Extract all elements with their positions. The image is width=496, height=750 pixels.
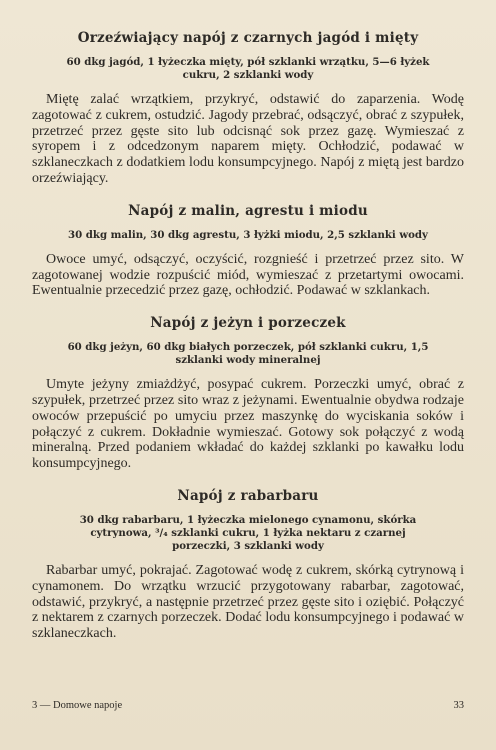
page-number: 33 (453, 700, 464, 711)
recipe-raspberry-gooseberry-honey (32, 203, 464, 299)
recipe-title: Orzeźwiający napój z czarnych jagód i mięty (77, 30, 419, 46)
recipe-title: Napój z rabarbaru (177, 487, 319, 504)
recipe-ingredients: 60 dkg jeżyn, 60 dkg białych porzeczek, pół szklanki cukru, 1,5 szklanki wody mineralnej (67, 341, 429, 367)
recipe-blackberry-currant (32, 315, 464, 472)
recipe-ingredients: 30 dkg rabarbaru, 1 łyżeczka mielonego cynamonu, skórka cytrynowa, ³/₄ szklanki cukru, 1 łyżka nektaru z czarnej porzeczki, 3 szklanki wody (79, 513, 417, 552)
recipe-ingredients: 30 dkg malin, 30 dkg agrestu, 3 łyżki miodu, 2,5 szklanki wody (68, 228, 428, 241)
page-footer (32, 700, 464, 711)
recipe-rhubarb (32, 488, 464, 642)
footer-section-label: 3 — Domowe napoje (32, 700, 123, 711)
recipe-ingredients: 60 dkg jagód, 1 łyżeczka mięty, pół szklanki wrzątku, 5—6 łyżek cukru, 2 szklanki wody (66, 56, 430, 81)
recipe-instructions: Owoce umyć, odsączyć, oczyścić, rozgnieść i przetrzeć przez sito. W zagotowanej wodzie rozpuścić miód, wymieszać z przetartymi owocami. Ewentualnie przecedzić przez gazę, ochłodzić. Podawać w szklankach. (32, 251, 464, 299)
recipe-title: Napój z malin, agrestu i miodu (128, 202, 368, 219)
recipe-blackberry-mint (32, 30, 464, 187)
recipe-instructions: Miętę zalać wrzątkiem, przykryć, odstawić do zaparzenia. Wodę zagotować z cukrem, ostudzić. Jagody przebrać, odsączyć, obrać z szypułek, przetrzeć przez gęste sito lub odcisnąć sok przez gazę. Wymieszać z syropem i z odcedzonym naparem mięty. Ochłodzić, podawać w szklaneczkach z dodatkiem lodu konsumpcyjnego. Napój z miętą jest bardzo orzeźwiający. (32, 92, 464, 186)
recipe-instructions: Rabarbar umyć, pokrajać. Zagotować wodę z cukrem, skórką cytrynową i cynamonem. Do wrzątku wrzucić przygotowany rabarbar, zagotować, odstawić, przykryć, a następnie przetrzeć przez gęste sito i oziębić. Połączyć z nektarem z czarnych porzeczek. Dodać lodu konsumpcyjnego i podawać w szklaneczkach. (32, 562, 464, 642)
recipe-title: Napój z jeżyn i porzeczek (150, 315, 346, 332)
recipe-instructions: Umyte jeżyny zmiażdżyć, posypać cukrem. Porzeczki umyć, obrać z szypułek, przetrzeć przez sito wraz z jeżynami. Ewentualnie obydwa rodzaje owoców przepuścić po umyciu przez maszynkę do wyciskania soków i połączyć z cukrem. Dokładnie wymieszać. Gotowy sok połączyć z wodą mineralną. Przed podaniem wkładać do każdej szklanki po kawałku lodu konsumpcyjnego. (32, 377, 464, 472)
